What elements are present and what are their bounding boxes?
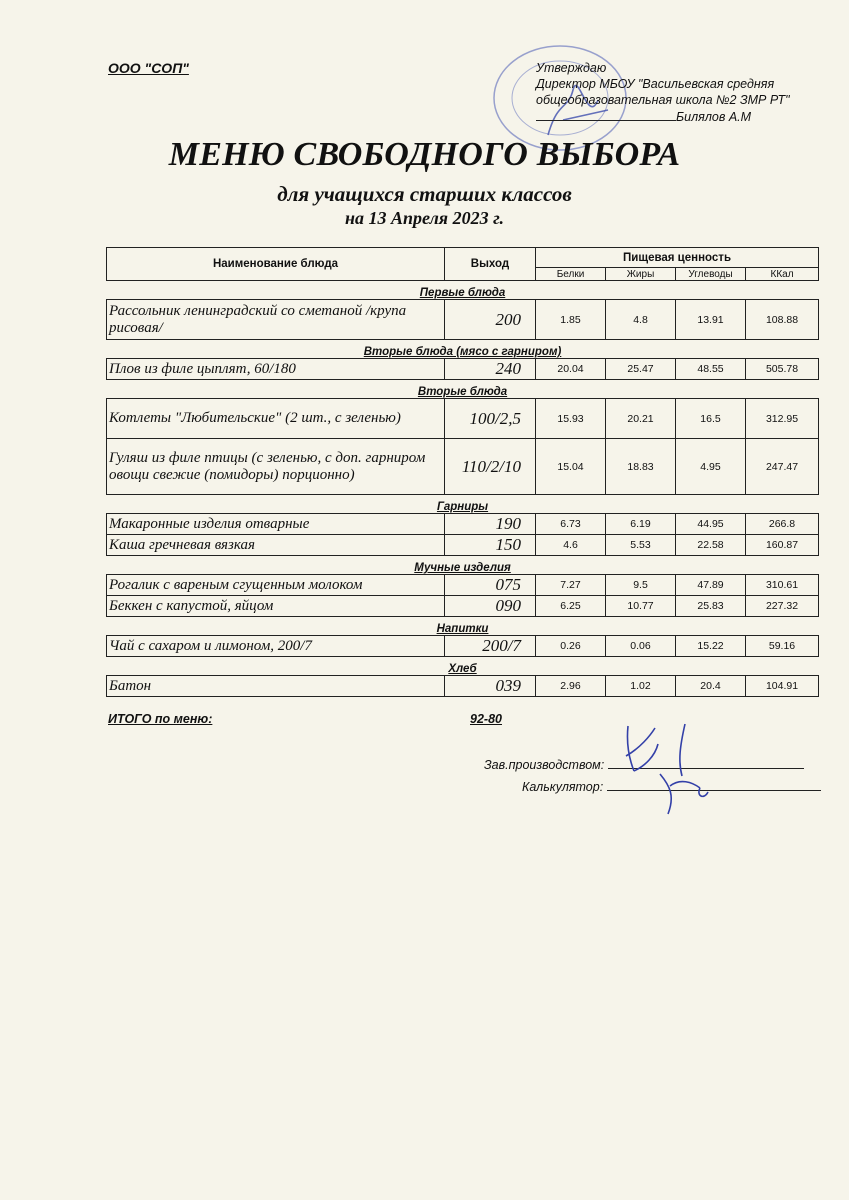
dish-fat: 5.53 [606,535,676,556]
table-row [107,636,819,657]
production-label: Зав.производством: [484,758,605,772]
header-nutrition: Пищевая ценность [536,248,819,268]
dish-output: 200/7 [445,636,536,657]
dish-output: 100/2,5 [445,399,536,439]
dish-protein: 20.04 [536,359,606,380]
table-row [107,399,819,439]
dish-kcal: 266.8 [746,514,819,535]
section-title: Вторые блюда (мясо с гарниром) [363,346,562,358]
signature-stroke-1 [626,726,658,771]
dish-output: 090 [445,596,536,617]
dish-output: 075 [445,575,536,596]
header-output: Выход [445,248,536,281]
dish-carbs: 22.58 [676,535,746,556]
dish-carbs: 15.22 [676,636,746,657]
dish-carbs: 20.4 [676,676,746,697]
dish-name: Рогалик с вареным сгущенным молоком [107,575,445,596]
dish-carbs: 4.95 [676,439,746,495]
dish-kcal: 104.91 [746,676,819,697]
dish-carbs: 16.5 [676,399,746,439]
table-row [107,676,819,697]
dish-carbs: 47.89 [676,575,746,596]
dish-fat: 20.21 [606,399,676,439]
section-title: Мучные изделия [414,562,511,574]
dish-carbs: 13.91 [676,300,746,340]
dish-fat: 6.19 [606,514,676,535]
section-row [107,495,819,514]
dish-output: 039 [445,676,536,697]
approve-line1: Утверждаю [536,61,607,75]
section-row [107,617,819,636]
dish-kcal: 312.95 [746,399,819,439]
organization-name: ООО "СОП" [108,60,189,76]
dish-protein: 6.73 [536,514,606,535]
dish-fat: 0.06 [606,636,676,657]
dish-protein: 1.85 [536,300,606,340]
dish-name: Плов из филе цыплят, 60/180 [107,359,445,380]
table-row [107,439,819,495]
dish-name: Гуляш из филе птицы (с зеленью, с доп. гарниром овощи свежие (помидоры) порционно) [107,439,445,495]
table-row [107,596,819,617]
section-title: Напитки [436,623,489,635]
page-subtitle: для учащихся старших классов [277,182,572,206]
dish-name: Рассольник ленинградский со сметаной /крупа рисовая/ [107,300,445,340]
dish-name: Чай с сахаром и лимоном, 200/7 [107,636,445,657]
total-value: 92-80 [470,712,502,726]
approval-block [536,60,836,125]
dish-kcal: 310.61 [746,575,819,596]
dish-output: 200 [445,300,536,340]
dish-fat: 10.77 [606,596,676,617]
dish-output: 190 [445,514,536,535]
dish-fat: 25.47 [606,359,676,380]
dish-protein: 15.04 [536,439,606,495]
menu-date: на 13 Апреля 2023 г. [345,208,504,228]
total-label: ИТОГО по меню: [108,712,213,726]
dish-kcal: 59.16 [746,636,819,657]
dish-carbs: 25.83 [676,596,746,617]
dish-protein: 0.26 [536,636,606,657]
table-row [107,300,819,340]
section-row [107,657,819,676]
dish-protein: 7.27 [536,575,606,596]
dish-name: Батон [107,676,445,697]
approve-line3: общеобразовательная школа №2 ЗМР РТ" [536,93,790,107]
approve-signature-line [536,108,676,121]
header-carbs: Углеводы [676,268,746,281]
dish-protein: 15.93 [536,399,606,439]
dish-output: 110/2/10 [445,439,536,495]
section-row [107,380,819,399]
table-row [107,535,819,556]
dish-kcal: 227.32 [746,596,819,617]
menu-table [106,247,819,697]
dish-kcal: 247.47 [746,439,819,495]
dish-name: Котлеты "Любительские" (2 шт., с зеленью) [107,399,445,439]
dish-name: Беккен с капустой, яйцом [107,596,445,617]
section-row [107,281,819,300]
dish-kcal: 108.88 [746,300,819,340]
dish-output: 240 [445,359,536,380]
table-row [107,359,819,380]
dish-fat: 18.83 [606,439,676,495]
section-title: Гарниры [436,501,489,513]
section-row [107,556,819,575]
signature-stroke-2 [660,724,708,814]
section-row [107,340,819,359]
dish-kcal: 160.87 [746,535,819,556]
header-fat: Жиры [606,268,676,281]
dish-carbs: 44.95 [676,514,746,535]
section-title: Первые блюда [419,287,506,299]
dish-protein: 6.25 [536,596,606,617]
handwritten-signature [600,716,720,826]
dish-fat: 4.8 [606,300,676,340]
header-kcal: ККал [746,268,819,281]
header-protein: Белки [536,268,606,281]
dish-kcal: 505.78 [746,359,819,380]
approve-line2: Директор МБОУ "Васильевская средняя [536,77,775,91]
dish-protein: 2.96 [536,676,606,697]
page-title: МЕНЮ СВОБОДНОГО ВЫБОРА [168,136,681,173]
section-title: Вторые блюда [417,386,508,398]
approve-name: Билялов А.М [676,110,752,124]
dish-output: 150 [445,535,536,556]
dish-fat: 9.5 [606,575,676,596]
table-row [107,575,819,596]
dish-fat: 1.02 [606,676,676,697]
calculator-label: Калькулятор: [522,780,604,794]
approve-signature-row [536,108,836,125]
header-dish-name: Наименование блюда [107,248,445,281]
dish-protein: 4.6 [536,535,606,556]
dish-name: Каша гречневая вязкая [107,535,445,556]
dish-carbs: 48.55 [676,359,746,380]
section-title: Хлеб [448,663,477,675]
dish-name: Макаронные изделия отварные [107,514,445,535]
table-row [107,514,819,535]
